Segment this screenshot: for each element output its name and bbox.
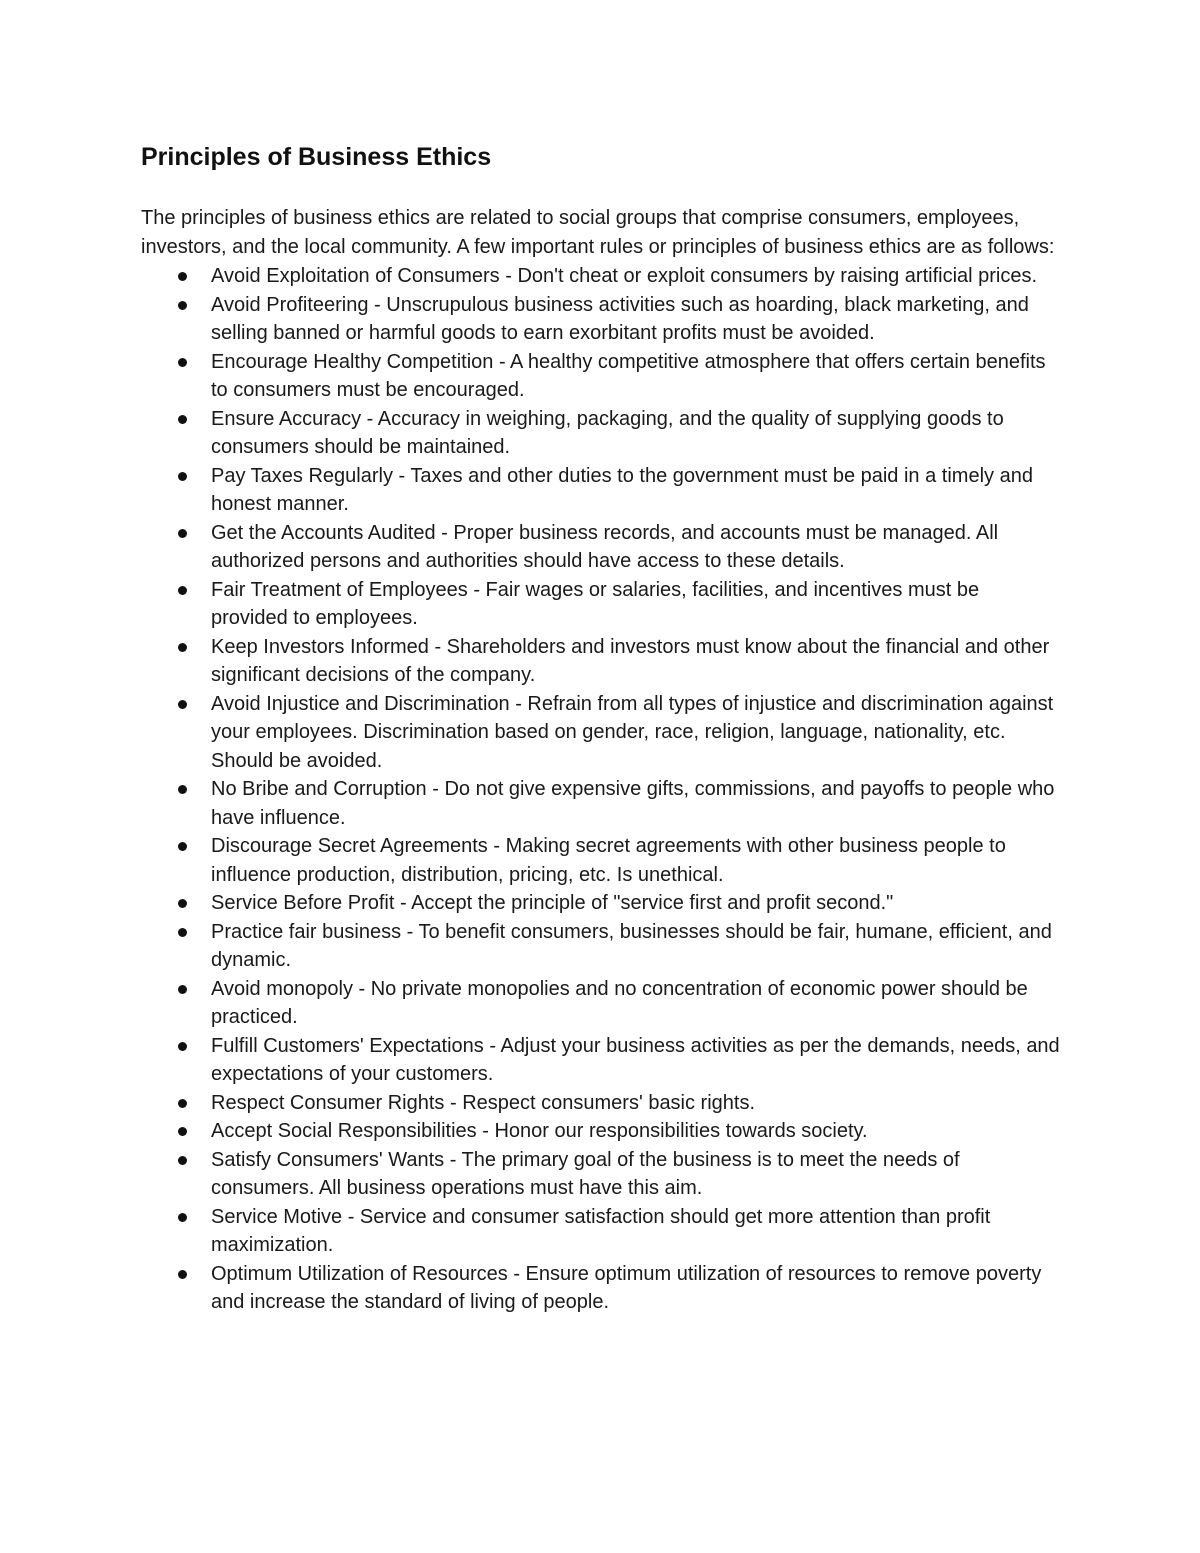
list-item <box>211 918 1061 975</box>
bullet-icon <box>178 928 187 937</box>
document-title: Principles of Business Ethics <box>141 143 492 171</box>
bullet-icon <box>178 899 187 908</box>
list-item-text: Avoid monopoly - No private monopolies and no concentration of economic power should be practiced. <box>211 977 1028 1028</box>
list-item <box>211 405 1061 462</box>
list-item <box>211 1089 1061 1118</box>
list-item-text: Fair Treatment of Employees - Fair wages or salaries, facilities, and incentives must be provided to employees. <box>211 578 980 629</box>
list-item-text: Service Before Profit - Accept the principle of "service first and profit second." <box>211 892 894 914</box>
bullet-icon <box>178 1042 187 1051</box>
list-item <box>211 348 1061 405</box>
bullet-icon <box>178 842 187 851</box>
bullet-icon <box>178 472 187 481</box>
list-item-text: Respect Consumer Rights - Respect consumers' basic rights. <box>211 1091 756 1114</box>
list-item-text: Fulfill Customers' Expectations - Adjust your business activities as per the demands, needs, and expectations of your customers. <box>211 1034 1060 1085</box>
bullet-icon <box>178 1156 187 1165</box>
list-item-text: Satisfy Consumers' Wants - The primary goal of the business is to meet the needs of consumers. All business operations must have this aim. <box>211 1148 960 1199</box>
list-item-text: Get the Accounts Audited - Proper business records, and accounts must be managed. All authorized persons and authorities should have access to these details. <box>211 521 999 572</box>
list-item <box>211 690 1061 776</box>
list-item <box>211 832 1061 889</box>
list-item <box>211 1032 1061 1089</box>
bullet-icon <box>178 272 187 281</box>
list-item-text: Ensure Accuracy - Accuracy in weighing, packaging, and the quality of supplying goods to consumers should be maintained. <box>211 407 1004 458</box>
list-item-text: Practice fair business - To benefit consumers, businesses should be fair, humane, efficient, and dynamic. <box>211 920 1052 971</box>
bullet-icon <box>178 785 187 794</box>
list-item <box>211 1117 1061 1146</box>
list-item <box>211 1260 1061 1317</box>
bullet-icon <box>178 415 187 424</box>
principles-list <box>141 262 1061 1317</box>
list-item-text: Encourage Healthy Competition - A healthy competitive atmosphere that offers certain benefits to consumers must be encouraged. <box>211 350 1046 401</box>
list-item <box>211 1146 1061 1203</box>
bullet-icon <box>178 301 187 310</box>
bullet-icon <box>178 643 187 652</box>
list-item <box>211 889 1061 918</box>
bullet-icon <box>178 1099 187 1108</box>
list-item <box>211 519 1061 576</box>
list-item-text: Avoid Injustice and Discrimination - Refrain from all types of injustice and discrimination against your employees. Discrimination based on gender, race, religion, language, nationality, etc. Should be avoided. <box>211 692 1054 772</box>
list-item <box>211 633 1061 690</box>
list-item <box>211 975 1061 1032</box>
list-item <box>211 576 1061 633</box>
bullet-icon <box>178 1270 187 1279</box>
bullet-icon <box>178 586 187 595</box>
list-item-text: Keep Investors Informed - Shareholders and investors must know about the financial and other significant decisions of the company. <box>211 635 1050 686</box>
list-item-text: Discourage Secret Agreements - Making secret agreements with other business people to influence production, distribution, pricing, etc. Is unethical. <box>211 835 1006 886</box>
list-item <box>211 1203 1061 1260</box>
list-item-text: Pay Taxes Regularly - Taxes and other duties to the government must be paid in a timely and honest manner. <box>211 464 1033 515</box>
document-page <box>141 138 1061 1317</box>
bullet-icon <box>178 1127 187 1136</box>
bullet-icon <box>178 529 187 538</box>
list-item <box>211 462 1061 519</box>
list-item-text: Optimum Utilization of Resources - Ensure optimum utilization of resources to remove poverty and increase the standard of living of people. <box>211 1262 1042 1313</box>
list-item <box>211 775 1061 832</box>
list-item <box>211 291 1061 348</box>
list-item-text: No Bribe and Corruption - Do not give expensive gifts, commissions, and payoffs to people who have influence. <box>211 778 1055 829</box>
intro-paragraph: The principles of business ethics are related to social groups that comprise consumers, employees, investors, and the local community. A few important rules or principles of business ethics are as follows: <box>141 207 1055 258</box>
bullet-icon <box>178 1213 187 1222</box>
list-item-text: Avoid Profiteering - Unscrupulous business activities such as hoarding, black marketing, and selling banned or harmful goods to earn exorbitant profits must be avoided. <box>211 293 1029 344</box>
list-item-text: Accept Social Responsibilities - Honor our responsibilities towards society. <box>211 1120 868 1142</box>
list-item-text: Avoid Exploitation of Consumers - Don't cheat or exploit consumers by raising artificial prices. <box>211 265 1038 287</box>
list-item <box>211 262 1061 291</box>
bullet-icon <box>178 985 187 994</box>
bullet-icon <box>178 358 187 367</box>
list-item-text: Service Motive - Service and consumer satisfaction should get more attention than profit maximization. <box>211 1205 991 1256</box>
bullet-icon <box>178 700 187 709</box>
